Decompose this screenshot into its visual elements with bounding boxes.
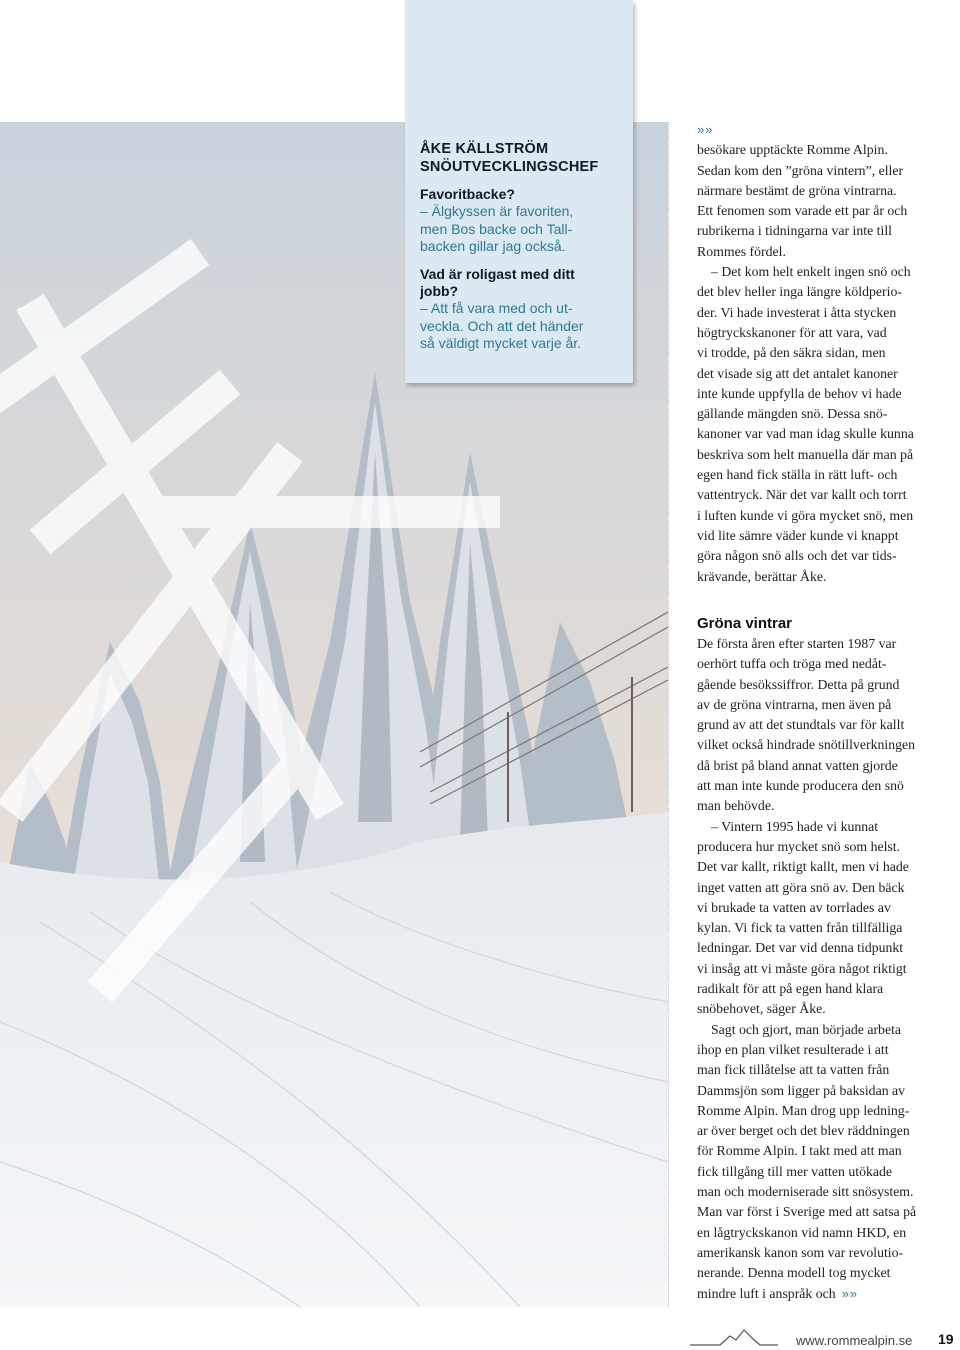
body-text-line: grund av att det stundtals var för kallt (697, 717, 905, 733)
body-text-line: man och moderniserade sitt snösystem. (697, 1184, 914, 1200)
body-text-line: besökare upptäckte Romme Alpin. (697, 142, 888, 158)
body-text-line: rubrikerna i tidningarna var inte till (697, 223, 893, 239)
question-best-part: jobb? (420, 283, 459, 300)
person-name: ÅKE KÄLLSTRÖM (420, 141, 549, 157)
body-text-line: Romme Alpin. Man drog upp ledning- (697, 1102, 910, 1118)
answer-line: – Att få vara med och ut- (420, 300, 573, 317)
body-text-line: vi insåg att vi måste göra något riktigt (697, 960, 907, 976)
column-2-body (697, 634, 947, 1304)
body-text-line: att man inte kunde producera den snö (697, 778, 904, 794)
body-text-line: Sedan kom den ”gröna vintern”, eller (697, 162, 904, 178)
question-best-part: Vad är roligast med ditt (420, 265, 575, 282)
body-text-line: Ett fenomen som varade ett par år och (697, 203, 908, 219)
body-text-line: vi trodde, på den säkra sidan, men (697, 345, 886, 361)
body-text-line: inte kunde uppfylla de behov vi hade (697, 385, 902, 401)
page-number: 19 (938, 1331, 954, 1347)
body-text-line: högtryckskanoner för att vara, vad (697, 324, 887, 340)
body-text-line: radikalt för att på egen hand klara (697, 981, 884, 997)
body-text-line: närmare bestämt de gröna vintrarna. (697, 182, 897, 198)
body-text-line: nerande. Denna modell tog mycket (697, 1265, 891, 1281)
body-text-line: av de gröna vintrarna, men även på (697, 696, 892, 712)
body-text-line: göra någon snö alls och det var tids- (697, 548, 897, 564)
body-text-line: – Vintern 1995 hade vi kunnat (711, 818, 879, 834)
body-text-line: vi brukade ta vatten av torrlades av (697, 899, 891, 915)
body-text-line: inget vatten att göra snö av. Den bäck (697, 879, 905, 895)
body-text-line: Dammsjön som ligger på baksidan av (697, 1082, 906, 1098)
body-text-line: producera hur mycket snö som helst. (697, 838, 901, 854)
column-divider (668, 122, 669, 1307)
question-favorite-slope: Favoritbacke? (420, 186, 515, 202)
mountain-logo-icon (690, 1324, 778, 1346)
body-text-line: Det var kallt, riktigt kallt, men vi hade (697, 859, 909, 875)
body-text-line: kylan. Vi fick ta vatten från tillfälliga (697, 920, 903, 936)
article-column-2 (697, 614, 947, 1304)
body-text-line: gående besökssiffror. Detta på grund (697, 676, 900, 692)
body-text-line: der. Vi hade investerat i åtta stycken (697, 304, 897, 320)
body-text-line: kanoner var vad man idag skulle kunna (697, 426, 914, 442)
person-title: SNÖUTVECKLINGSCHEF (420, 159, 599, 175)
body-text-line: egen hand fick ställa in rätt luft- och (697, 467, 898, 483)
body-text-line: fick tillgång till mer vatten utökade (697, 1163, 893, 1179)
body-text-line: för Romme Alpin. I takt med att man (697, 1143, 902, 1159)
body-text-line: man behövde. (697, 798, 775, 814)
body-text-line: man fick tillåtelse att ta vatten från (697, 1062, 890, 1078)
body-text-line: De första åren efter starten 1987 var (697, 636, 897, 651)
body-text-line: gällande mängden snö. Dessa snö- (697, 406, 888, 422)
body-text-line: mindre luft i anspråk och (697, 1285, 836, 1301)
body-text-line: snöbehovet, säger Åke. (697, 1001, 826, 1017)
body-text-line: vid lite sämre väder kunde vi knappt (697, 527, 899, 543)
info-box (405, 0, 633, 383)
end-marker: »» (841, 1285, 859, 1301)
continue-marker: »» (697, 122, 714, 137)
body-text-line: ar över berget och det blev räddningen (697, 1123, 910, 1139)
answer-line: backen gillar jag också. (420, 238, 566, 255)
body-text-line: vattentryck. När det var kallt och torrt (697, 487, 907, 503)
body-text-line: ihop en plan vilket resulterade i att (697, 1041, 889, 1057)
answer-line: men Bos backe och Tall- (420, 220, 573, 237)
body-text-line: i luften kunde vi göra mycket snö, men (697, 507, 914, 523)
body-text-line: det visade sig att det antalet kanoner (697, 365, 898, 381)
body-text-line: oerhört tuffa och tröga med nedåt- (697, 656, 887, 672)
column-1-body (697, 140, 947, 587)
body-text-line: det blev heller inga längre köldperio- (697, 284, 902, 300)
answer-line: – Älgkyssen är favoriten, (420, 203, 574, 220)
body-text-line: beskriva som helt manuella där man på (697, 446, 914, 462)
body-text-line: ledningar. Det var vid denna tidpunkt (697, 940, 904, 956)
body-text-line (697, 1284, 947, 1304)
answer-line: så väldigt mycket varje år. (420, 335, 582, 352)
body-text-line: Rommes fördel. (697, 243, 786, 259)
body-text-line: Sagt och gjort, man började arbeta (711, 1021, 902, 1037)
footer-url: www.rommealpin.se (796, 1333, 913, 1348)
section-heading: Gröna vintrar (697, 615, 793, 632)
body-text-line: – Det kom helt enkelt ingen snö och (711, 264, 911, 280)
article-column-1 (697, 120, 947, 587)
body-text-line: Man var först i Sverige med att satsa på (697, 1204, 917, 1220)
answer-line: veckla. Och att det händer (420, 317, 584, 334)
body-text-line: vilket också hindrade snötillverkningen (697, 737, 916, 753)
body-text-line: en lågtryckskanon vid namn HKD, en (697, 1224, 907, 1240)
body-text-line: krävande, berättar Åke. (697, 568, 827, 584)
body-text-line: då brist på bland annat vatten gjorde (697, 757, 898, 773)
body-text-line: amerikansk kanon som var revolutio- (697, 1244, 904, 1260)
